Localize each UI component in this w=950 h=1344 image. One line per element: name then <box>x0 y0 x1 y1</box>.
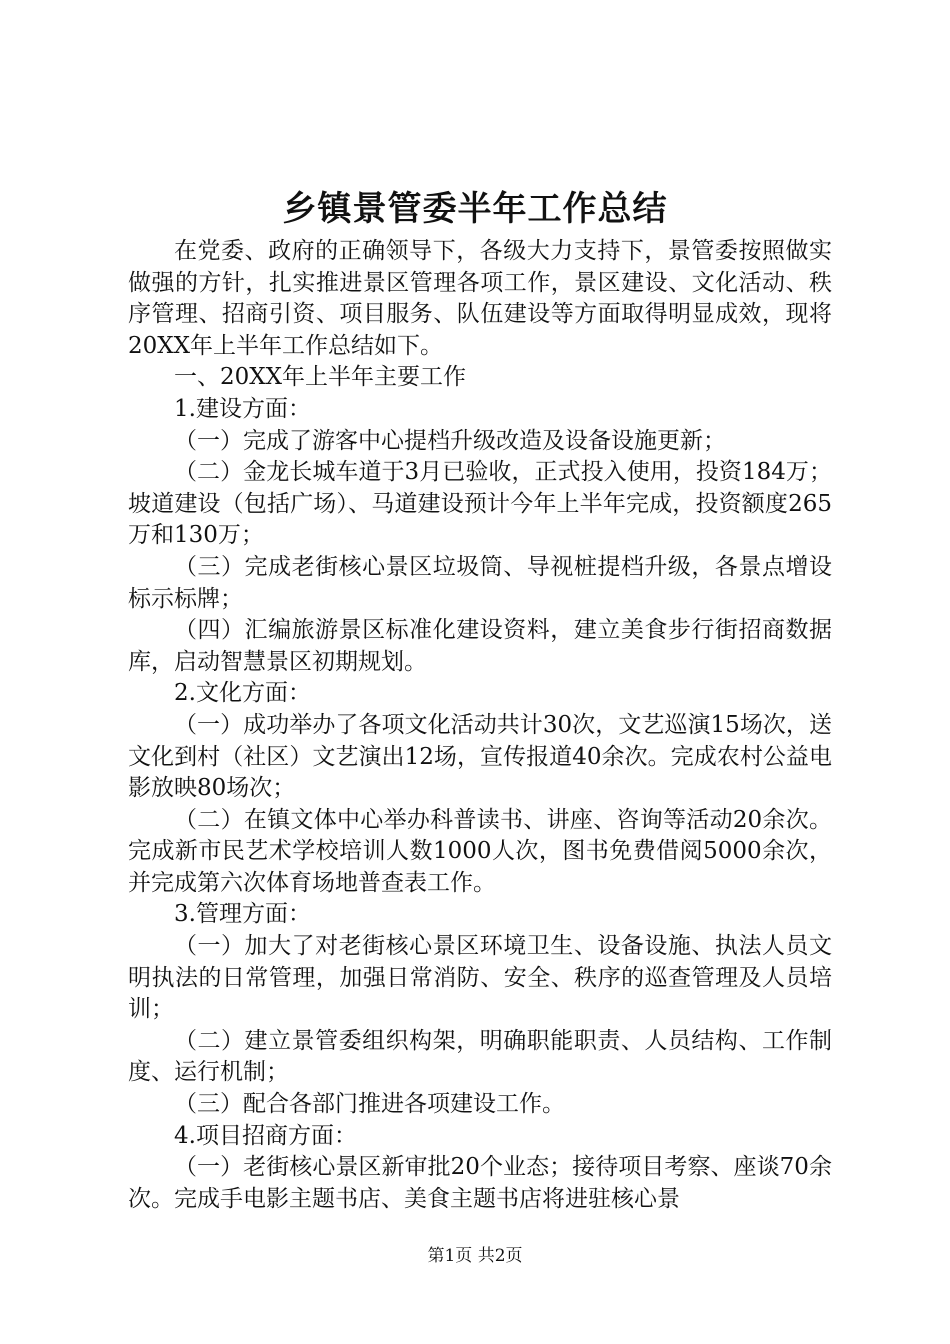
list-item: （一）完成了游客中心提档升级改造及设备设施更新； <box>174 427 726 454</box>
list-item: （一）老街核心景区新审批20个业态；接待项目考察、座谈70余次。完成手电影主题书店、美食主题书店将进驻核心景 <box>128 1154 832 1212</box>
list-item: （二）在镇文体中心举办科普读书、讲座、咨询等活动20余次。完成新市民艺术学校培训人数1000人次，图书免费借阅5000余次，并完成第六次体育场地普查表工作。 <box>128 806 832 896</box>
list-item: （三）配合各部门推进各项建设工作。 <box>174 1091 565 1118</box>
subsection-heading: 3.管理方面： <box>174 901 311 928</box>
intro-paragraph: 在党委、政府的正确领导下，各级大力支持下，景管委按照做实做强的方针，扎实推进景区管理各项工作，景区建设、文化活动、秩序管理、招商引资、项目服务、队伍建设等方面取得明显成效，现将20XX年上半年工作总结如下。 <box>128 238 832 359</box>
list-item: （四）汇编旅游景区标准化建设资料，建立美食步行街招商数据库，启动智慧景区初期规划。 <box>128 617 832 675</box>
list-item: （三）完成老街核心景区垃圾筒、导视桩提档升级，各景点增设标示标牌； <box>128 553 832 612</box>
page-footer: 第1页 共2页 <box>427 1246 523 1266</box>
section-heading: 一、20XX年上半年主要工作 <box>174 364 467 391</box>
subsection-heading: 4.项目招商方面： <box>174 1122 357 1149</box>
list-item: （一）成功举办了各项文化活动共计30次，文艺巡演15场次，送文化到村（社区）文艺演出12场，宣传报道40余次。完成农村公益电影放映80场次； <box>128 711 832 802</box>
list-item: （二）建立景管委组织构架，明确职能职责、人员结构、工作制度、运行机制； <box>128 1027 832 1086</box>
document-title: 乡镇景管委半年工作总结 <box>282 189 668 229</box>
list-item: （二）金龙长城车道于3月已验收，正式投入使用，投资184万；坡道建设（包括广场）、马道建设预计今年上半年完成，投资额度265万和130万； <box>128 459 832 549</box>
subsection-heading: 2.文化方面： <box>174 680 311 707</box>
subsection-heading: 1.建设方面： <box>174 395 311 422</box>
document-body <box>128 236 832 1215</box>
list-item: （一）加大了对老街核心景区环境卫生、设备设施、执法人员文明执法的日常管理，加强日常消防、安全、秩序的巡查管理及人员培训； <box>128 933 832 1023</box>
